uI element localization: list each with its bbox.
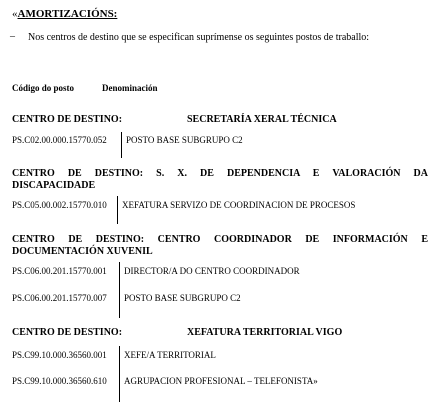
column-divider [119,262,120,318]
list-dash: – [10,31,15,42]
post-code: PS.C99.10.000.36560.001 [12,350,107,360]
post-name: AGRUPACION PROFESIONAL – TELEFONISTA» [124,376,318,386]
post-code: PS.C06.00.201.15770.001 [12,266,107,276]
centre-name: XEFATURA TERRITORIAL VIGO [187,327,343,338]
post-code: PS.C06.00.201.15770.007 [12,293,107,303]
post-name: POSTO BASE SUBGRUPO C2 [126,135,243,145]
centre-heading-line1: CENTRO DE DESTINO: CENTRO COORDINADOR DE INFORMACIÓN E [12,234,428,245]
title-text: AMORTIZACIÓNS: [17,8,118,20]
centre-heading-line2: DOCUMENTACIÓN XUVENIL [12,246,153,257]
post-name: XEFE/A TERRITORIAL [124,350,216,360]
centre-heading [12,168,428,192]
post-code: PS.C02.00.000.15770.052 [12,135,107,145]
section-title [12,8,117,20]
centre-label: CENTRO DE DESTINO: [12,327,123,338]
post-name: XEFATURA SERVIZO DE COORDINACION DE PROCESOS [122,200,356,210]
column-divider [121,132,122,158]
post-name: DIRECTOR/A DO CENTRO COORDINADOR [124,266,300,276]
post-name: POSTO BASE SUBGRUPO C2 [124,293,241,303]
centre-heading-line2: DISCAPACIDADE [12,180,96,191]
column-divider [119,346,120,402]
column-divider [117,196,118,224]
post-code: PS.C99.10.000.36560.610 [12,376,107,386]
intro-paragraph: Nos centros de destino que se especifican suprímense os seguintes postos de traballo: [28,32,370,43]
centre-heading-line1: CENTRO DE DESTINO: S. X. DE DEPENDENCIA E VALORACIÓN DA [12,168,428,179]
column-header-code: Código do posto [12,83,75,93]
centre-name: SECRETARÍA XERAL TÉCNICA [187,114,337,125]
centre-label: CENTRO DE DESTINO: [12,114,123,125]
opening-quote: « [12,8,18,20]
centre-heading [12,234,428,258]
column-header-name: Denominación [102,83,158,93]
post-code: PS.C05.00.002.15770.010 [12,200,107,210]
